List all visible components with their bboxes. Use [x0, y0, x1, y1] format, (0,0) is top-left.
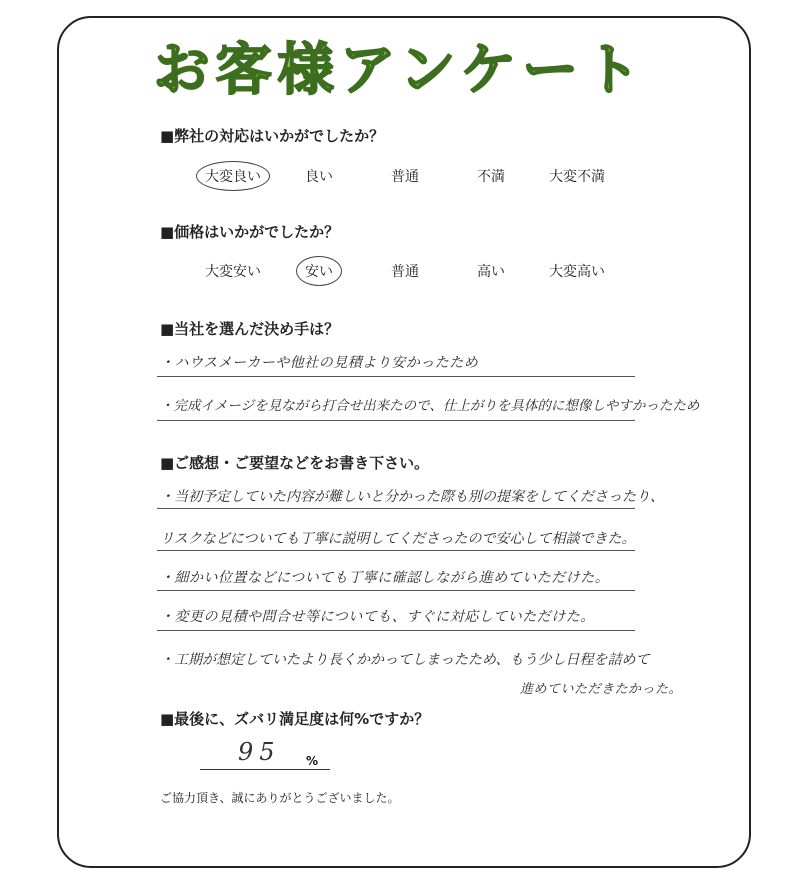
question-satisfaction: ■最後に、ズバリ満足度は何%ですか？	[160, 710, 430, 728]
decision-answer-2: ・完成イメージを見ながら打合せ出来たので、仕上がりを具体的に想像しやすかったため	[160, 398, 700, 414]
comment-line-3: ・細かい位置などについても丁寧に確認しながら進めていただけた。	[160, 570, 610, 586]
answer-rule	[157, 420, 635, 421]
service-option-average[interactable]: 普通	[391, 169, 419, 185]
question-service: ■弊社の対応はいかがでしたか？	[160, 127, 385, 145]
service-option-very-dissatisfied[interactable]: 大変不満	[549, 169, 605, 185]
price-option-expensive[interactable]: 高い	[477, 264, 505, 280]
price-option-average[interactable]: 普通	[391, 264, 419, 280]
service-option-good[interactable]: 良い	[305, 169, 333, 185]
answer-rule	[157, 550, 635, 551]
question-price: ■価格はいかがでしたか？	[160, 223, 340, 241]
comment-line-6: 進めていただきたかった。	[520, 682, 683, 697]
question-decision: ■当社を選んだ決め手は？	[160, 320, 340, 338]
answer-rule	[157, 508, 635, 509]
comment-line-1: ・当初予定していた内容が難しいと分かった際も別の提案をしてくださったり、	[160, 489, 664, 505]
service-options	[190, 166, 620, 186]
service-option-very-good[interactable]: 大変良い	[190, 166, 276, 186]
satisfaction-underline	[200, 769, 330, 770]
comment-line-5: ・工期が想定していたより長くかかってしまったため、もう少し日程を詰めて	[160, 652, 650, 668]
comment-line-4: ・変更の見積や問合せ等についても、すぐに対応していただけた。	[160, 609, 595, 625]
question-comments: ■ご感想・ご要望などをお書き下さい。	[160, 454, 430, 472]
decision-answer-1: ・ハウスメーカーや他社の見積より安かったため	[160, 355, 479, 371]
answer-rule	[157, 630, 635, 631]
satisfaction-value[interactable]: 95	[238, 738, 281, 766]
percent-unit: %	[306, 754, 319, 768]
price-option-cheap[interactable]: 安い	[276, 261, 362, 281]
answer-rule	[157, 376, 635, 377]
answer-rule	[157, 590, 635, 591]
page-title: お客様アンケート	[153, 38, 647, 103]
price-option-very-expensive[interactable]: 大変高い	[549, 264, 605, 280]
comment-line-2: リスクなどについても丁寧に説明してくださったので安心して相談できた。	[160, 531, 636, 547]
price-option-very-cheap[interactable]: 大変安い	[205, 264, 261, 280]
price-options	[190, 261, 620, 281]
thanks-message: ご協力頂き、誠にありがとうございました。	[160, 791, 400, 805]
service-option-dissatisfied[interactable]: 不満	[477, 169, 505, 185]
